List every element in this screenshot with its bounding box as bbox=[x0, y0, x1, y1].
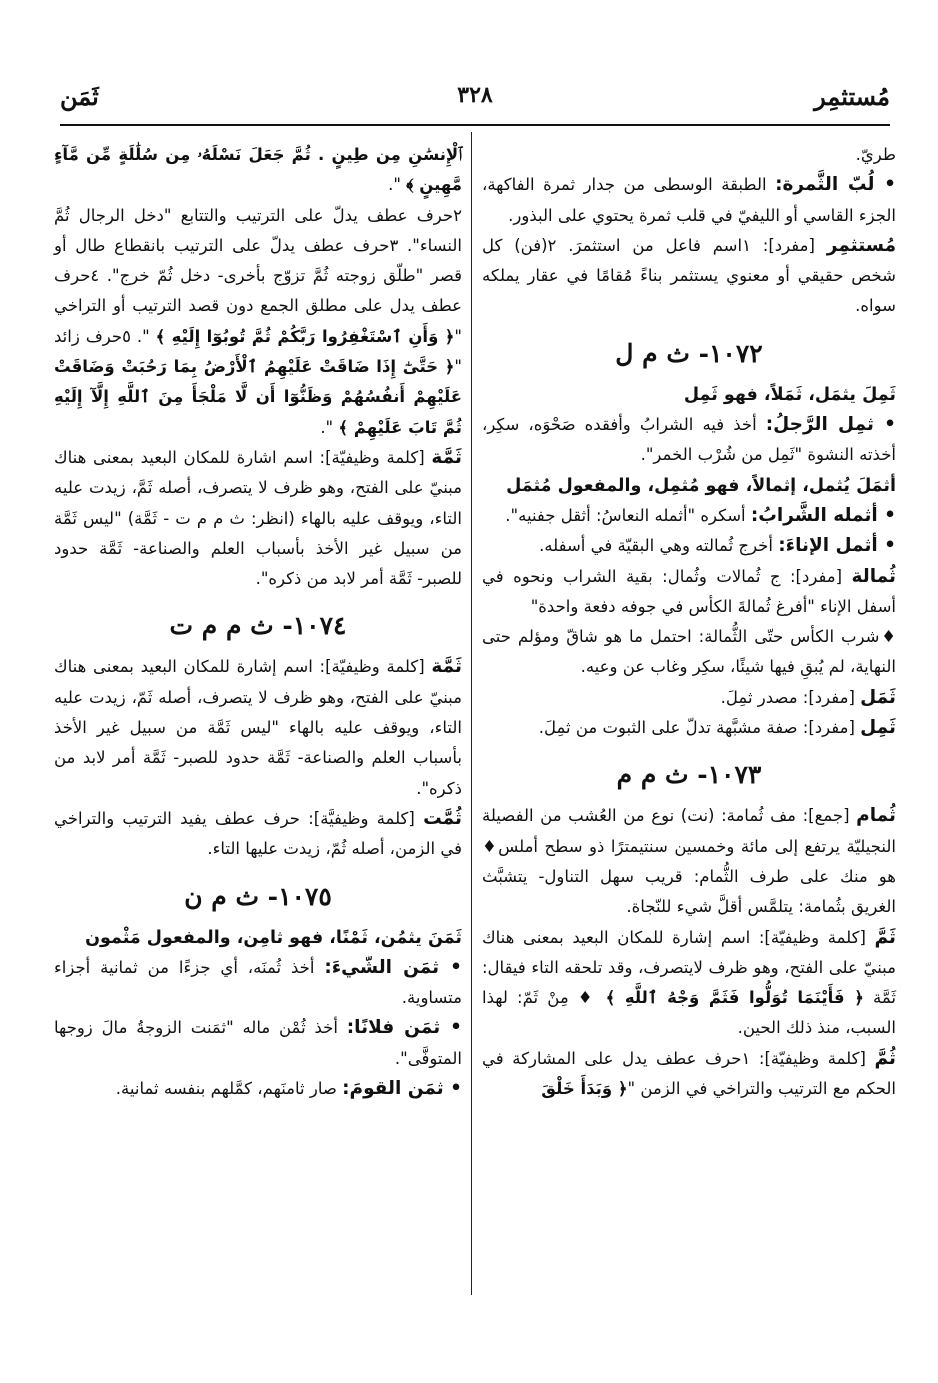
entry bbox=[54, 804, 462, 865]
entry bbox=[482, 531, 896, 561]
headword: ثُمالة bbox=[851, 565, 896, 587]
headword: • ثمَن الشّيءَ: bbox=[324, 956, 463, 978]
entry bbox=[54, 1074, 462, 1104]
header-first-word: مُستثمِر bbox=[814, 82, 890, 111]
entry bbox=[482, 1044, 896, 1105]
entry-text: [مفرد]: مصدر ثمِلَ. bbox=[720, 687, 861, 707]
headword: • ثمِل الرَّجلُ: bbox=[765, 414, 897, 436]
entry bbox=[482, 410, 896, 471]
entry-text: [مفرد]: صفة مشبَّهة تدلّ على الثبوت من ثمِلَ. bbox=[538, 718, 861, 738]
entry-text: ". bbox=[320, 417, 339, 437]
section-heading: ١٠٧٥- ث م ن bbox=[184, 881, 332, 911]
quran-verse: ٱلْإِنسَٰنِ مِن طِينٍ . ثُمَّ جَعَلَ نَسْلَهُۥ مِن سُلَٰلَةٍ مِّن مَّآءٍ مَّهِينٍ ﴾ bbox=[54, 145, 462, 195]
entry-text: [مفرد]: ١اسم فاعل من استثمرَ. ٢(فن) كل شخص حقيقي أو معنوي يستثمر بناءً مُقامًا في عقار يملكه سواه. bbox=[482, 235, 896, 316]
section-heading: ١٠٧٣- ث م م bbox=[616, 760, 762, 790]
entry-text: أخرج ثُمالته وهي البقيّة في أسفله. bbox=[539, 536, 779, 556]
quran-verse: ﴿ وَأَنِ ٱسْتَغْفِرُوا رَبَّكُمْ ثُمَّ تُوبُوٓا إِلَيْهِ ﴾ bbox=[155, 326, 455, 346]
headword: • ثمَن فلانًا: bbox=[346, 1017, 462, 1039]
headword: ثَمِل bbox=[860, 717, 896, 739]
entry-text: ♦ مِنْ ثَمّ: لهذا السبب، منذ ذلك الحين. bbox=[482, 988, 896, 1038]
entry bbox=[482, 923, 896, 1044]
entry bbox=[482, 140, 896, 170]
entry-text: [مفرد]: ج ثُمالات وثُمال: بقية الشراب ونحوه في أسفل الإناء "أفرغ ثُمالةَ الكأس في جوفه دفعة واحدة" bbox=[482, 566, 896, 616]
headword: مُستثمِر bbox=[826, 234, 897, 256]
entry-text: صار ثامنَهم، كمَّلهم بنفسه ثمانية. bbox=[115, 1079, 343, 1099]
entry-text: [كلمة وظيفيَّة]: حرف عطف يفيد الترتيب والتراخي في الزمن، أصله ثُمّ، زيدت عليها التاء. bbox=[54, 808, 462, 859]
right-column bbox=[482, 140, 896, 1104]
entry-text: طريّ. bbox=[855, 145, 896, 164]
entry bbox=[482, 562, 896, 623]
page-header bbox=[60, 82, 890, 118]
entry bbox=[54, 443, 462, 594]
entry bbox=[54, 652, 462, 803]
entry bbox=[482, 501, 896, 531]
entry-text: ♦شرب الكأس حتّى الثُّمالة: احتمل ما هو شاقّ ومؤلم حتى النهاية، لم يُبقِ فيها شيئًا، سكِر وغاب عن وعيه. bbox=[482, 627, 896, 677]
quran-verse: ﴿ وَبَدَأَ خَلْقَ bbox=[541, 1079, 628, 1099]
entry-text: [كلمة وظيفيّة]: اسم إشارة للمكان البعيد بمعنى هناك مبنيّ على الفتح، وهو ظرف لا يتصرف، أصله ثَمّ، زيدت عليه التاء، ويوقف عليه بالهاء "ليس ثَمَّة من سبيل غير الأخذ بأسباب العلم والصناعة- ثَمَّة حدود للصبر- ثَمَّة أمر لابد من ذكره". bbox=[54, 657, 462, 798]
entry-text: [كلمة وظيفيّة]: ١حرف عطف يدل على المشاركة في الحكم مع الترتيب والتراخي في الزمن " bbox=[482, 1048, 896, 1099]
headword: • أثمل الإناءَ: bbox=[778, 535, 896, 557]
entry-text: [جمع]: مف ثُمامة: (نت) نوع من العُشب من الفصيلة النجيليّة يرتفع إلى مائة وخمسين سنتيمترًا ذو سطح أملس♦ هو منك على طرف الثُّمام: قريب سهل التناول- يتشبَّث الغريق بثُمامة: يتلمَّس أقلَّ شيء للنّجاة. bbox=[482, 806, 896, 917]
entry-text: [كلمة وظيفيّة]: اسم إشارة للمكان البعيد بمعنى هناك مبنيّ على الفتح، وهو ظرف لايتصرف، وقد تلحقه التاء فيقال: ثَمَّة bbox=[482, 927, 896, 1008]
entry bbox=[54, 140, 462, 201]
verb-conjugation: ثَمَنَ يثمُن، ثَمْنًا، فهو ثامِن، والمفعول مَثْمون bbox=[85, 927, 462, 948]
entry-text: ". bbox=[388, 175, 407, 195]
entry-text: [كلمة وظيفيّة]: اسم اشارة للمكان البعيد بمعنى هناك مبنيّ على الفتح، وهو ظرف لا يتصرف، أصله ثَمَّ، زيدت عليه التاء، ويوقف عليه بالهاء (انظر: ث م م ت - ثَمَّة) "ليس ثَمَّة من سبيل غير الأخذ بأسباب العلم والصناعة- ثَمَّة حدود للصبر- ثَمَّة أمر لابد من ذكره". bbox=[54, 447, 462, 589]
headword: ثُمام bbox=[856, 805, 896, 827]
header-last-word: ثَمَن bbox=[60, 82, 99, 111]
headword: ثَمَل bbox=[860, 686, 896, 708]
page-number: ٣٢٨ bbox=[457, 82, 493, 108]
entry-text: أسكره "أثمله النعاسُ: أثقل جفنيه". bbox=[505, 505, 751, 525]
headword: ثُمَّت bbox=[423, 807, 462, 829]
header-rule bbox=[60, 124, 890, 126]
quran-verse: ﴿ حَتَّىٰٓ إِذَا ضَاقَتْ عَلَيْهِمُ ٱلْأَرْضُ بِمَا رَحُبَتْ وَضَاقَتْ عَلَيْهِمْ أَنفُسُهُمْ وَظَنُّوٓا أَن لَّا مَلْجَأَ مِنَ ٱللَّهِ إِلَّآ إِلَيْهِ ثُمَّ تَابَ عَلَيْهِمْ ﴾ bbox=[54, 357, 462, 437]
quran-verse: ﴿ فَأَيْنَمَا تُوَلُّوا فَثَمَّ وَجْهُ ٱللَّهِ ﴾ bbox=[605, 988, 864, 1008]
entry bbox=[482, 801, 896, 922]
headword: ثُمَّ bbox=[874, 1047, 896, 1069]
headword: • ثمَن القومَ: bbox=[342, 1078, 462, 1100]
entry-text: أخذ ثُمنَه، أي جزءًا من ثمانية أجزاء متساوية. bbox=[54, 957, 462, 1008]
entry-text: ". ٥حرف زائد " bbox=[54, 326, 462, 377]
verb-conjugation: ثَمِلَ يثمَل، ثَمَلاً، فهو ثَمِل bbox=[683, 384, 896, 405]
entry-text: الطبقة الوسطى من جدار ثمرة الفاكهة، الجزء القاسي أو الليفيّ في قلب ثمرة يحتوي على البذور. bbox=[482, 175, 896, 225]
entry bbox=[482, 713, 896, 743]
entry-text: أخذ ثُمْن ماله "ثمَنت الزوجةُ مالَ زوجها المتوفَّى". bbox=[54, 1018, 462, 1068]
headword: ثَمَّ bbox=[874, 926, 896, 948]
headword: ثَمَّة bbox=[431, 656, 462, 678]
left-column bbox=[54, 140, 462, 1104]
entry bbox=[482, 683, 896, 713]
entry bbox=[482, 231, 896, 322]
headword: • أثمله الشَّرابُ: bbox=[750, 504, 896, 526]
entry bbox=[54, 1013, 462, 1074]
section-heading: ١٠٧٤- ث م م ت bbox=[169, 611, 347, 641]
column-divider bbox=[471, 132, 472, 1295]
entry bbox=[482, 622, 896, 683]
headword: ثَمَّة bbox=[431, 446, 462, 468]
entry bbox=[54, 953, 462, 1014]
entry-text: ٢حرف عطف يدلّ على الترتيب والتتابع "دخل الرجال ثُمَّ النساء". ٣حرف عطف يدلّ على الترتيب بانقطاع طال أو قصر "طلّق زوجته ثُمَّ تزوّج بأخرى- دخل ثُمّ خرج". ٤حرف عطف يدل على مطلق الجمع دون قصد الترتيب أو التراخي " bbox=[54, 205, 462, 346]
entry bbox=[54, 201, 462, 443]
section-heading: ١٠٧٢- ث م ل bbox=[615, 338, 763, 368]
verb-conjugation: أثمَلَ يُثمل، إثمالاً، فهو مُثمِل، والمفعول مُثمَل bbox=[506, 475, 896, 496]
entry-text: أخذ فيه الشرابُ وأفقده صَحْوَه، سكِر، أخذته النشوة "ثَمِل من شُرْب الخمر". bbox=[482, 415, 896, 465]
headword: • لُبّ الثَّمرة: bbox=[775, 174, 896, 196]
entry bbox=[482, 170, 896, 231]
